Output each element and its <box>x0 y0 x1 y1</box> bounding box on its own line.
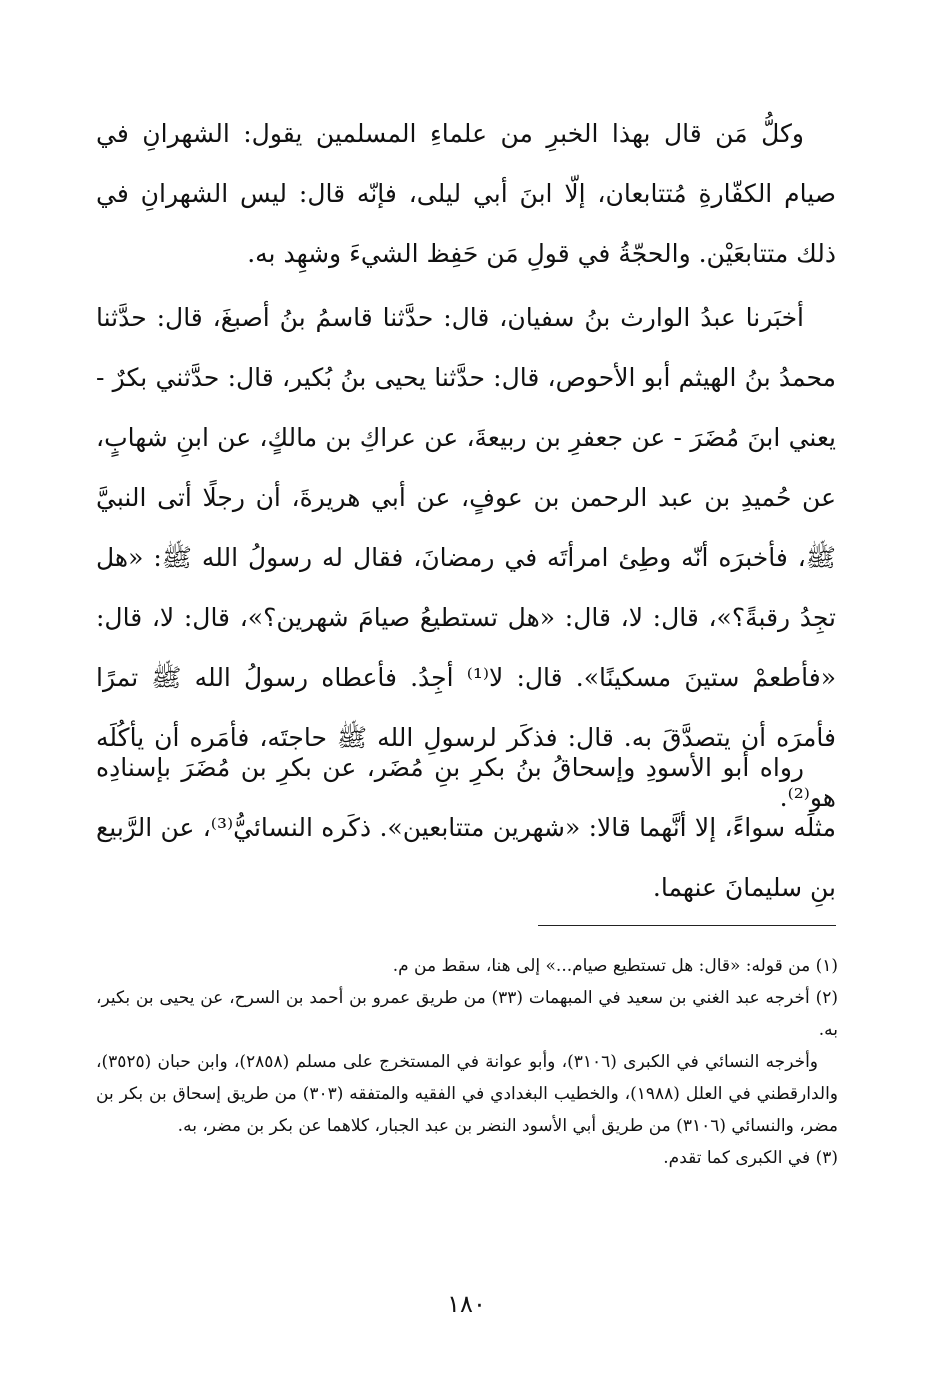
page-number: ١٨٠ <box>447 1290 486 1318</box>
footnotes-section <box>96 950 838 1174</box>
paragraph-text: أخبَرنا عبدُ الوارث بنُ سفيان، قال: حدَّثنا قاسمُ بنُ أصبغَ، قال: حدَّثنا محمدُ بنُ الهيثم أبو الأحوص، قال: حدَّثنا يحيى بنُ بُكير، قال: حدَّثني بكرٌ - يعني ابنَ مُضَرَ - عن جعفرِ بن ربيعةَ، عن عراكِ بن مالكٍ، عن ابنِ شهابٍ، عن حُميدِ بن عبد الرحمن بن عوفٍ، عن أبي هريرةَ، أن رجلًا أتى النبيَّ ﷺ، فأخبرَه أنّه وطِئ امرأتَه في رمضانَ، فقال له رسولُ الله ﷺ: «هل تجِدُ رقبةً؟»، قال: لا، قال: «هل تستطيعُ صيامَ شهرين؟»، قال: لا، قال: «فأطعمْ ستينَ مسكينًا». قال: لا⁽¹⁾ أجِدُ. فأعطاه رسولُ الله ﷺ تمرًا فأمرَه أن يتصدَّقَ به. قال: فذكَر لرسولِ الله ﷺ حاجتَه، فأمَره أن يأكُلَه هو⁽²⁾. <box>96 303 836 812</box>
paragraph-text: رواه أبو الأسودِ وإسحاقُ بنُ بكرِ بنِ مُضَر، عن بكرِ بن مُضَرَ بإسنادِه مثلَه سواءً، إلا أنَّهما قالا: «شهرين متتابعين». ذكَره النسائيُّ⁽³⁾، عن الرَّبيع بنِ سليمانَ عنهما. <box>96 753 836 902</box>
footnote-2-continuation: وأخرجه النسائي في الكبرى (٣١٠٦)، وأبو عوانة في المستخرج على مسلم (٢٨٥٨)، وابن حبان (٣٥٢٥)، والدارقطني في العلل (١٩٨٨)، والخطيب البغدادي في الفقيه والمتفقه (٣٠٣) من طريق إسحاق بن بكر بن مضر، والنسائي (٣١٠٦) من طريق أبي الأسود النضر بن عبد الجبار، كلاهما عن بكر بن مضر، به. <box>96 1052 838 1136</box>
footnote-1: (١) من قوله: «قال: هل تستطيع صيام...» إلى هنا، سقط من م. <box>392 956 838 976</box>
paragraph-text: وكلُّ مَن قال بهذا الخبرِ من علماءِ المسلمين يقول: الشهرانِ في صيام الكفّارةِ مُتتابعان، إلّا ابنَ أبي ليلى، فإنّه قال: ليس الشهرانِ في ذلك متتابعَيْن. والحجّةُ في قولِ مَن حَفِظ الشيءَ وشهِد به. <box>96 119 836 268</box>
main-paragraph-3 <box>96 738 836 918</box>
footnote-separator <box>538 925 836 926</box>
footnote-3: (٣) في الكبرى كما تقدم. <box>663 1148 838 1168</box>
footnote-2: (٢) أخرجه عبد الغني بن سعيد في المبهمات (٣٣) من طريق عمرو بن أحمد بن السرح، عن يحيى بن بكير، به. <box>96 988 838 1040</box>
main-paragraph-1 <box>96 104 836 284</box>
